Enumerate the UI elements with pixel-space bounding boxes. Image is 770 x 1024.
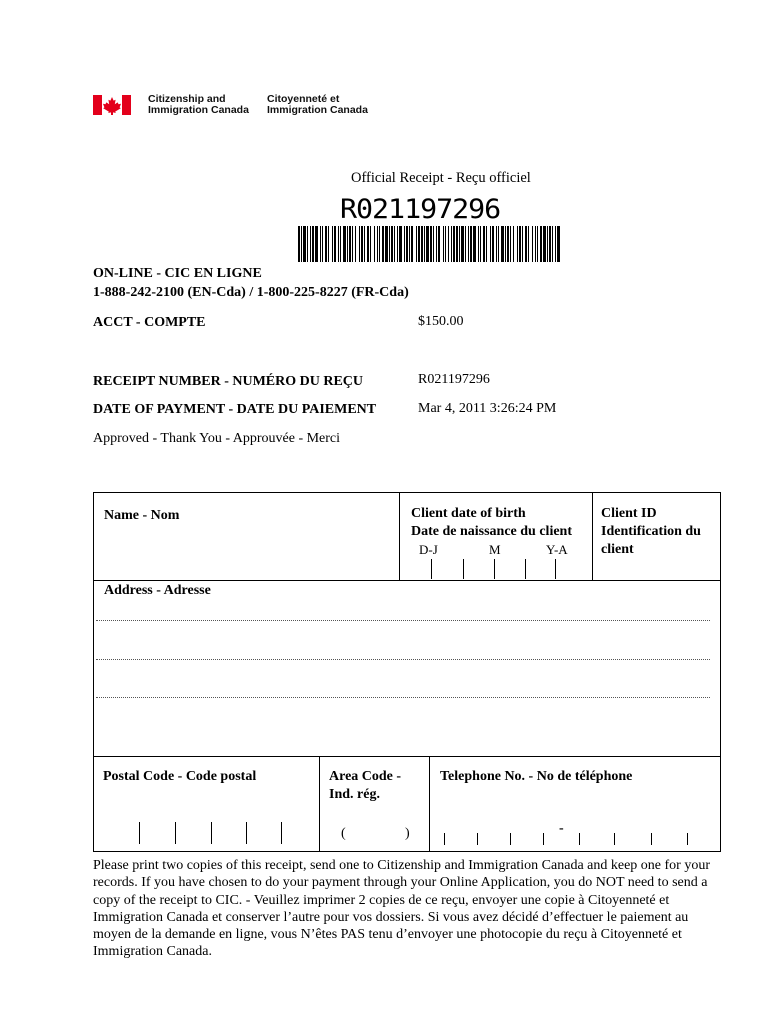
phone-line: 1-888-242-2100 (EN-Cda) / 1-800-225-8227 (FR-Cda) xyxy=(93,285,409,300)
telephone-label: Telephone No. - No de téléphone xyxy=(440,769,633,784)
address-line xyxy=(96,620,710,621)
dob-day-label: D-J xyxy=(419,542,438,557)
instructions-notice: Please print two copies of this receipt, send one to Citizenship and Immigration Canada and keep one for your records. If you have chosen to do your payment through your Online Application, you do NOT need to send a copy of the receipt to CIC. - Veuillez imprimer 2 copies de ce reçu, envoyer une copie à Citoyenneté et Immigration Canada et conserver l’autre pour vos dossiers. Si vous avez décidé d’effectuer le paiement au moyen de la demande en ligne, vous N’êtes PAS tenu d’envoyer une photocopie du reçu à Citoyenneté et Immigration Canada. xyxy=(93,858,711,960)
name-field[interactable] xyxy=(96,527,396,577)
receipt-number-value: R021197296 xyxy=(418,372,490,387)
department-name-en: Citizenship and Immigration Canada xyxy=(148,93,249,116)
phone-tick xyxy=(651,833,652,845)
address-label: Address - Adresse xyxy=(104,583,211,598)
divider xyxy=(429,756,430,851)
postal-tick xyxy=(139,822,140,844)
dob-tick xyxy=(494,559,495,579)
date-value: Mar 4, 2011 3:26:24 PM xyxy=(418,401,557,416)
phone-tick xyxy=(687,833,688,845)
dob-year-label: Y-A xyxy=(546,542,568,557)
name-label: Name - Nom xyxy=(104,508,180,523)
postal-tick xyxy=(281,822,282,844)
phone-tick xyxy=(543,833,544,845)
barcode xyxy=(298,226,560,262)
area-open-paren: ( xyxy=(341,826,346,841)
postal-tick xyxy=(246,822,247,844)
canada-flag-icon xyxy=(93,95,131,115)
area-code-field[interactable] xyxy=(322,823,426,847)
postal-tick xyxy=(211,822,212,844)
postal-code-label: Postal Code - Code postal xyxy=(103,769,257,784)
approval-status: Approved - Thank You - Approuvée - Merci xyxy=(93,431,341,446)
divider xyxy=(94,580,720,581)
area-code-label: Area Code - Ind. rég. xyxy=(329,769,402,802)
telephone-field[interactable] xyxy=(432,823,716,847)
online-label: ON-LINE - CIC EN LIGNE xyxy=(93,266,262,281)
address-field[interactable] xyxy=(96,601,716,751)
address-line xyxy=(96,659,710,660)
acct-value: $150.00 xyxy=(418,314,464,329)
phone-tick xyxy=(477,833,478,845)
dob-month-label: M xyxy=(489,542,501,557)
dob-tick xyxy=(463,559,464,579)
phone-tick xyxy=(614,833,615,845)
phone-dash: - xyxy=(559,821,564,836)
acct-label: ACCT - COMPTE xyxy=(93,315,206,330)
divider xyxy=(319,756,320,851)
dob-tick xyxy=(555,559,556,579)
department-name-fr: Citoyenneté et Immigration Canada xyxy=(267,93,368,116)
divider xyxy=(592,493,593,580)
address-line xyxy=(96,697,710,698)
postal-code-field[interactable] xyxy=(96,818,316,848)
phone-tick xyxy=(444,833,445,845)
date-label: DATE OF PAYMENT - DATE DU PAIEMENT xyxy=(93,402,377,417)
dob-tick xyxy=(431,559,432,579)
client-info-form xyxy=(93,492,721,852)
divider xyxy=(399,493,400,580)
dob-label: Client date of birth Date de naissance du client xyxy=(411,506,572,539)
client-id-field[interactable] xyxy=(594,559,714,579)
receipt-number-label: RECEIPT NUMBER - NUMÉRO DU REÇU xyxy=(93,374,364,389)
dob-tick xyxy=(525,559,526,579)
barcode-text: R021197296 xyxy=(340,194,501,225)
postal-tick xyxy=(175,822,176,844)
phone-tick xyxy=(510,833,511,845)
dob-field[interactable] xyxy=(414,559,584,579)
area-close-paren: ) xyxy=(405,826,410,841)
receipt-title: Official Receipt - Reçu officiel xyxy=(351,170,531,186)
divider xyxy=(94,756,720,757)
client-id-label: Client ID Identification du client xyxy=(601,506,701,557)
phone-tick xyxy=(579,833,580,845)
